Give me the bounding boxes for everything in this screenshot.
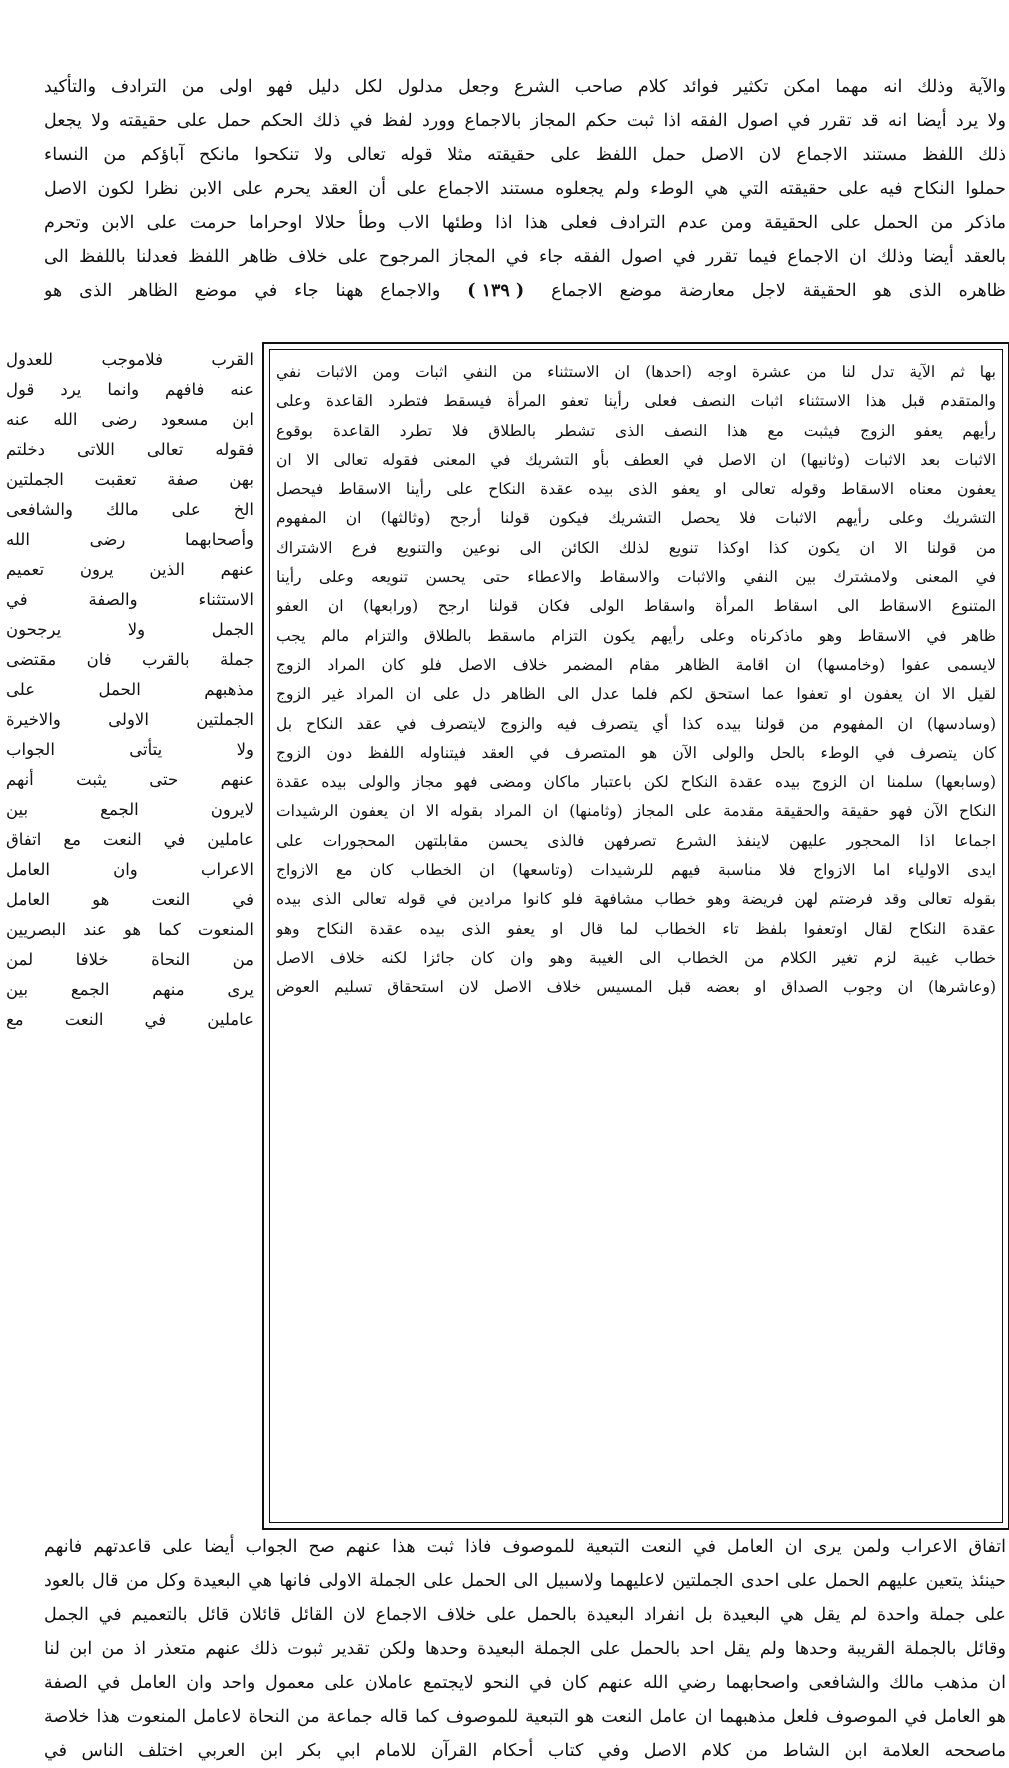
- text-line: حينئذ يتعين عليهم الحمل على احدى الجملتين لاعليهما ولاسبيل الى الحمل على الجملة الاولى فانها هي البعيدة وكل من قال بالعود: [44, 1571, 1006, 1591]
- framed-text-line: ايدى الاولياء اما الازواج فلا مناسبة فيهم للرشيدات (وتاسعها) ان الخطاب كان مع الازواج: [276, 861, 996, 880]
- text-fragment: ظاهره الذى هو الحقيقة لاجل معارضة موضع الاجماع: [551, 281, 1006, 301]
- text-line: بالعقد أيضا وذلك ان الاجماع فيما تقرر في اصول الفقه جاء في المجاز المرجوح على خلاف ظاهر اللفظ فعدلنا باللفظ الى: [44, 247, 1006, 267]
- side-text-line: فقوله تعالى اللاتى دخلتم: [6, 440, 254, 459]
- side-text-line: الاعراب وان العامل: [6, 860, 254, 879]
- text-line: ماذكر من الحمل على الحقيقة ومن عدم الترادف فعلى هذا اذا وطئها الاب وطأ حلالا اوحراما حرمت على الابن وتحرم: [44, 213, 1006, 233]
- side-text-line: عنه فافهم وانما يرد قول: [6, 380, 254, 399]
- side-text-line: لايرون الجمع بين: [6, 800, 254, 819]
- framed-text-line: من قولنا الا ان يكون كذا اوكذا تنويع لذلك الكائن الى نوعين والتنويع فرع الاشتراك: [276, 538, 996, 557]
- side-text-line: بهن صفة تعقبت الجملتين: [6, 470, 254, 489]
- framed-text-line: اجماعا اذا المحجور عليهن لاينفذ الشرع تصرفهن فالذى يحسن مقابلتهن المحجورات على: [276, 831, 996, 850]
- text-line: حملوا النكاح فيه على حقيقته التي هي الوطء ولم يجعلوه مستند الاجماع على أن العقد يحرم على الابن نظرا لكون الاصل: [44, 179, 1006, 199]
- side-text-line: الاستثناء والصفة في: [6, 590, 254, 609]
- text-line-with-page-number: [44, 274, 1006, 308]
- side-column-text: [6, 345, 254, 1035]
- side-text-line: ابن مسعود رضى الله عنه: [6, 410, 254, 429]
- text-line: على جملة واحدة لم يقل هي البعيدة بل انفراد البعيدة بالحمل على خلاف الاجماع لان القائل قائلان قائل بالتعميم في الجمل: [44, 1605, 1006, 1625]
- text-line: والآية وذلك انه مهما امكن تكثير فوائد كلام صاحب الشرع وجعل مدلول لكل دليل فهو اولى من الترادف والتأكيد: [44, 77, 1006, 97]
- framed-text-line: خطاب غيبة لزم تغير الكلام من الخطاب الى الغيبة وهو وان كان جائزا لكنه خلاف الاصل: [276, 948, 996, 967]
- side-text-line: يرى منهم الجمع بين: [6, 980, 254, 999]
- framed-text-line: ظاهر في الاسقاط وهو ماذكرناه وعلى رأيهم يكون التزام ماسقط بالطلاق والتزام مالم يجب: [276, 626, 996, 645]
- framed-text-line: (وسادسها) ان المفهوم من قولنا بيده كذا أي يتصرف فيه والزوج لايتصرف في عقد النكاح بل: [276, 714, 996, 733]
- framed-text-line: يعفون معناه الاسقاط وقوله تعالى او يعفو الذى بيده عقدة النكاح على رأينا الاسقاط فيحصل: [276, 480, 996, 499]
- text-line: هو العامل في الموصوف فلعل مذهبهما ان عامل النعت هو التبعية للموصوف كما قاله جماعة من النحاة لاعامل المنعوت هذا خلاصة: [44, 1707, 1006, 1727]
- text-line: ان مذهب مالك والشافعى واصحابهما رضي الله عنهم كان في النحو لايجتمع عاملان على معمول واحد وان العامل في الصفة: [44, 1673, 1006, 1693]
- framed-text-line: رأيهم يعفو الزوج فيثبت مع هذا النصف الذى تشطر بالطلاق فلا تطرد القاعدة بوقوع: [276, 421, 996, 440]
- framed-text-line: في المعنى ولامشترك بين النفي والاثبات والاسقاط والاعطاء حتى يحسن تنويعه وعلى رأينا: [276, 568, 996, 587]
- text-fragment: والاجماع ههنا جاء في موضع الظاهر الذى هو: [44, 281, 441, 301]
- framed-text-line: (وعاشرها) ان وجوب الصداق او بعضه قبل المسيس خلاف الاصل لان استحقاق تسليم العوض: [276, 978, 996, 997]
- side-text-line: الجملتين الاولى والاخيرة: [6, 710, 254, 729]
- framed-text-line: النكاح الآن فهو حقيقة والحقيقة مقدمة على المجاز (وثامنها) ان المراد بقوله الا ان يعفون الرشيدات: [276, 802, 996, 821]
- side-text-line: مذهبهم الحمل على: [6, 680, 254, 699]
- side-text-line: في النعت هو العامل: [6, 890, 254, 909]
- framed-text-line: التشريك وعلى رأيهم الاثبات فلا يحصل التشريك فيكون قولنا أرجح (وثالثها) ان المفهوم: [276, 509, 996, 528]
- framed-text-line: عقدة النكاح لقال اوتعفوا بلفظ تاء الخطاب لما قال او يعفو الذى بيده عقدة النكاح وهو: [276, 919, 996, 938]
- side-text-line: وأصحابهما رضى الله: [6, 530, 254, 549]
- framed-text-line: بقوله تعالى وقد فرضتم لهن فريضة وهو خطاب مشافهة فلو كانوا مرادين في قوله تعالى الذى بيده: [276, 890, 996, 909]
- top-text-block: [44, 70, 1006, 308]
- framed-text-box: [262, 342, 1009, 1530]
- framed-text-line: والمتقدم قبل هذا الاستثناء اثبات النصف فعلى رأينا تعفو المرأة فيسقط فتطرد القاعدة وعلى: [276, 392, 996, 411]
- framed-text-line: كان يتصرف في الوطء بالحل والولى الآن هو المتصرف في العقد فيتناوله اللفظ دون الزوج: [276, 743, 996, 762]
- side-text-line: القرب فلاموجب للعدول: [6, 350, 254, 369]
- page-number: ( ١٣٩ ): [467, 281, 525, 301]
- text-line: اتفاق الاعراب ولمن يرى ان العامل في النعت التبعية للموصوف فاذا ثبت هذا عنهم صح الجواب أيضا على قاعدتهم فانهم: [44, 1537, 1006, 1557]
- side-text-line: عاملين في النعت مع اتفاق: [6, 830, 254, 849]
- text-line: ذلك اللفظ مستند الاجماع لان الاصل حمل اللفظ على حقيقته مثلا قوله تعالى ولا تنكحوا مانكح آباؤكم من النساء: [44, 145, 1006, 165]
- text-line: ولا يرد أيضا انه قد تقرر في اصول الفقه اذا ثبت حكم المجاز بالاجماع وورد لفظ في ذلك الحكم حمل على حقيقته ولا يجعل: [44, 111, 1006, 131]
- side-text-line: المنعوت كما هو عند البصريين: [6, 920, 254, 939]
- side-text-line: ولا يتأتى الجواب: [6, 740, 254, 759]
- text-line: ماصححه العلامة ابن الشاط من كلام الاصل وفي كتاب أحكام القرآن للامام ابي بكر ابن العربي اختلف الناس في: [44, 1741, 1006, 1761]
- side-text-line: الجمل ولا يرجحون: [6, 620, 254, 639]
- frame-inner-border: [269, 349, 1003, 1523]
- framed-text-line: لايسمى عفوا (وخامسها) ان اقامة الظاهر مقام المضمر خلاف الاصل فلو كان المراد الزوج: [276, 655, 996, 674]
- side-text-line: من النحاة خلافا لمن: [6, 950, 254, 969]
- side-text-line: عنهم حتى يثبت أنهم: [6, 770, 254, 789]
- framed-text-line: المتنوع الاسقاط الى اسقاط المرأة واسقاط الولى فكان قولنا ارجح (ورابعها) ان العفو: [276, 597, 996, 616]
- side-text-line: عاملين في النعت مع: [6, 1010, 254, 1029]
- side-text-line: عنهم الذين يرون تعميم: [6, 560, 254, 579]
- framed-text-block: [276, 358, 996, 1003]
- side-text-line: جملة بالقرب فان مقتضى: [6, 650, 254, 669]
- framed-text-line: (وسابعها) سلمنا ان الزوج بيده عقدة النكاح لكن باعتبار ماكان ومضى فهو مجاز والولى بيده عقدة: [276, 773, 996, 792]
- framed-text-line: لقيل الا ان يعفون او تعفوا عما استحق لكم فلما عدل الى الظاهر دل على ان المراد غير الزوج: [276, 685, 996, 704]
- text-line: وقائل بالجملة القريبة وحدها ولم يقل احد بالحمل على الجملة البعيدة وحدها ولكن تقدير ثبوت ذلك عنهم متعذر اذ من ابن لنا: [44, 1639, 1006, 1659]
- framed-text-line: الاثبات بعد الاثبات (وثانيها) ان الاصل في العطف بأو التشريك في المعنى فقوله تعالى الا ان: [276, 450, 996, 469]
- side-text-line: الخ على مالك والشافعى: [6, 500, 254, 519]
- framed-text-line: بها ثم الآية تدل لنا من عشرة اوجه (احدها) ان الاستثناء من النفي اثبات ومن الاثبات نفي: [276, 363, 996, 381]
